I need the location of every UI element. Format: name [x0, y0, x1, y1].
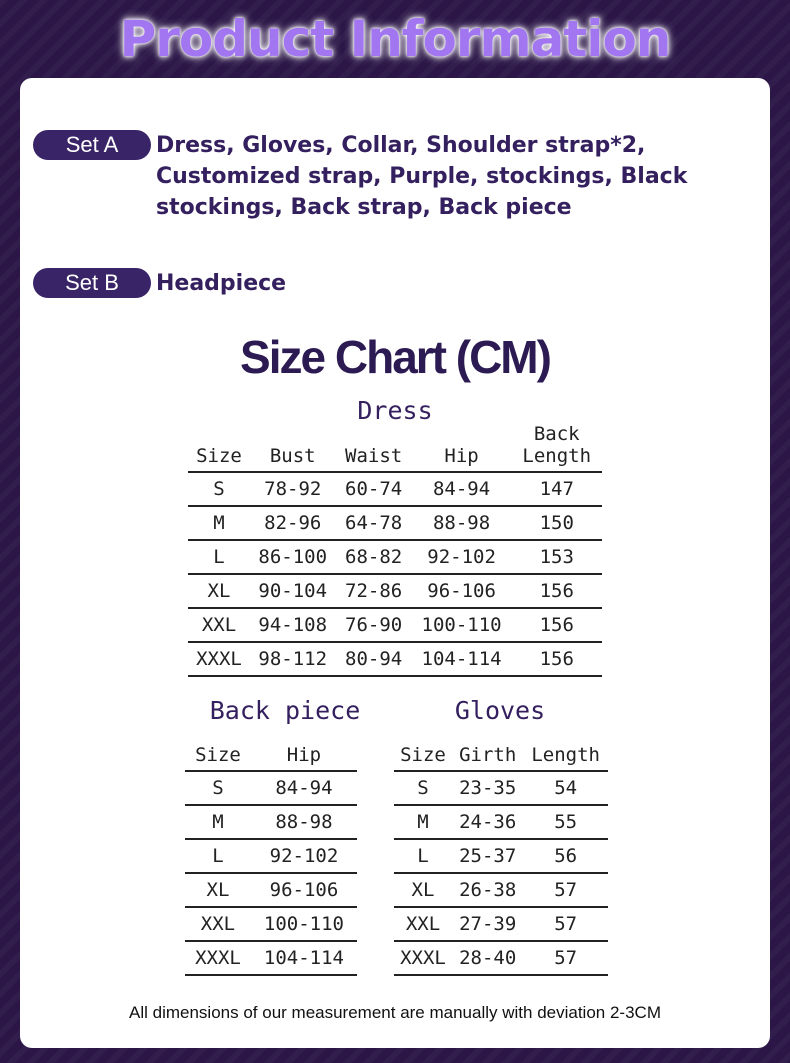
table-cell: 80-94: [335, 642, 411, 676]
table-cell: 28-40: [452, 941, 523, 975]
table-row: [188, 642, 602, 676]
table-cell: 25-37: [452, 839, 523, 873]
back-piece-table-title: Back piece: [209, 696, 361, 725]
table-cell: XL: [188, 574, 250, 608]
table-cell: 57: [523, 907, 608, 941]
table-cell: 100-110: [251, 907, 357, 941]
dress-header-cell: Bust: [250, 423, 336, 472]
table-cell: 57: [523, 941, 608, 975]
gloves-header-cell: Girth: [452, 740, 523, 771]
table-cell: XXXL: [394, 941, 452, 975]
table-cell: 76-90: [335, 608, 411, 642]
dress-header-cell: Back Length: [511, 423, 602, 472]
table-cell: 92-102: [412, 540, 512, 574]
product-info-card: [20, 78, 770, 1048]
table-cell: 54: [523, 771, 608, 805]
table-cell: 98-112: [250, 642, 336, 676]
table-row: [188, 608, 602, 642]
dress-table-title: Dress: [357, 396, 433, 425]
table-cell: 57: [523, 873, 608, 907]
table-cell: 156: [511, 642, 602, 676]
table-cell: M: [188, 506, 250, 540]
dress-header-cell: Hip: [412, 423, 512, 472]
table-cell: 82-96: [250, 506, 336, 540]
table-cell: 60-74: [335, 472, 411, 506]
dress-header-cell: Size: [188, 423, 250, 472]
table-cell: 150: [511, 506, 602, 540]
table-cell: 88-98: [412, 506, 512, 540]
table-cell: S: [394, 771, 452, 805]
set-b-badge: Set B: [33, 268, 151, 298]
page-title: Product Information: [119, 10, 671, 68]
set-a-items: Dress, Gloves, Collar, Shoulder strap*2, Customized strap, Purple, stockings, Black stockings, Back strap, Back piece: [156, 133, 688, 220]
table-row: [394, 771, 608, 805]
set-a-badge: Set A: [33, 130, 151, 160]
set-b-items: Headpiece: [156, 271, 287, 296]
gloves-size-table: [394, 740, 608, 976]
table-cell: L: [185, 839, 251, 873]
table-row: [394, 873, 608, 907]
table-cell: 92-102: [251, 839, 357, 873]
table-cell: M: [394, 805, 452, 839]
table-cell: L: [394, 839, 452, 873]
table-cell: 64-78: [335, 506, 411, 540]
table-cell: 156: [511, 608, 602, 642]
table-cell: 104-114: [251, 941, 357, 975]
table-row: [394, 839, 608, 873]
table-cell: XXXL: [188, 642, 250, 676]
table-cell: XXXL: [185, 941, 251, 975]
table-cell: XXL: [394, 907, 452, 941]
table-cell: XL: [185, 873, 251, 907]
table-cell: 84-94: [251, 771, 357, 805]
size-chart-title: Size Chart (CM): [240, 331, 550, 383]
table-row: [185, 907, 357, 941]
table-cell: 78-92: [250, 472, 336, 506]
table-cell: 84-94: [412, 472, 512, 506]
table-cell: S: [188, 472, 250, 506]
table-row: [185, 873, 357, 907]
table-cell: 96-106: [412, 574, 512, 608]
table-row: [188, 540, 602, 574]
gloves-header-cell: Length: [523, 740, 608, 771]
gloves-header-cell: Size: [394, 740, 452, 771]
back-piece-size-table: [185, 740, 357, 976]
table-row: [185, 839, 357, 873]
back-piece-header-cell: Size: [185, 740, 251, 771]
table-row: [185, 941, 357, 975]
table-row: [188, 574, 602, 608]
dress-size-table: [188, 423, 602, 677]
table-row: [185, 771, 357, 805]
table-cell: 90-104: [250, 574, 336, 608]
dress-header-cell: Waist: [335, 423, 411, 472]
table-cell: 147: [511, 472, 602, 506]
table-cell: 104-114: [412, 642, 512, 676]
table-cell: XXL: [188, 608, 250, 642]
gloves-table-title: Gloves: [454, 696, 546, 725]
table-cell: L: [188, 540, 250, 574]
table-cell: 72-86: [335, 574, 411, 608]
table-cell: 55: [523, 805, 608, 839]
measurement-note: All dimensions of our measurement are manually with deviation 2-3CM: [129, 1003, 661, 1022]
table-cell: 24-36: [452, 805, 523, 839]
table-cell: 86-100: [250, 540, 336, 574]
table-cell: S: [185, 771, 251, 805]
table-cell: XXL: [185, 907, 251, 941]
table-row: [188, 472, 602, 506]
table-row: [394, 805, 608, 839]
table-cell: 100-110: [412, 608, 512, 642]
table-row: [188, 506, 602, 540]
table-row: [394, 907, 608, 941]
table-cell: 56: [523, 839, 608, 873]
table-row: [394, 941, 608, 975]
table-cell: 23-35: [452, 771, 523, 805]
back-piece-header-cell: Hip: [251, 740, 357, 771]
table-row: [185, 805, 357, 839]
table-cell: 94-108: [250, 608, 336, 642]
table-cell: M: [185, 805, 251, 839]
table-cell: 88-98: [251, 805, 357, 839]
table-cell: XL: [394, 873, 452, 907]
table-cell: 156: [511, 574, 602, 608]
table-cell: 68-82: [335, 540, 411, 574]
table-cell: 26-38: [452, 873, 523, 907]
table-cell: 27-39: [452, 907, 523, 941]
table-cell: 153: [511, 540, 602, 574]
table-cell: 96-106: [251, 873, 357, 907]
